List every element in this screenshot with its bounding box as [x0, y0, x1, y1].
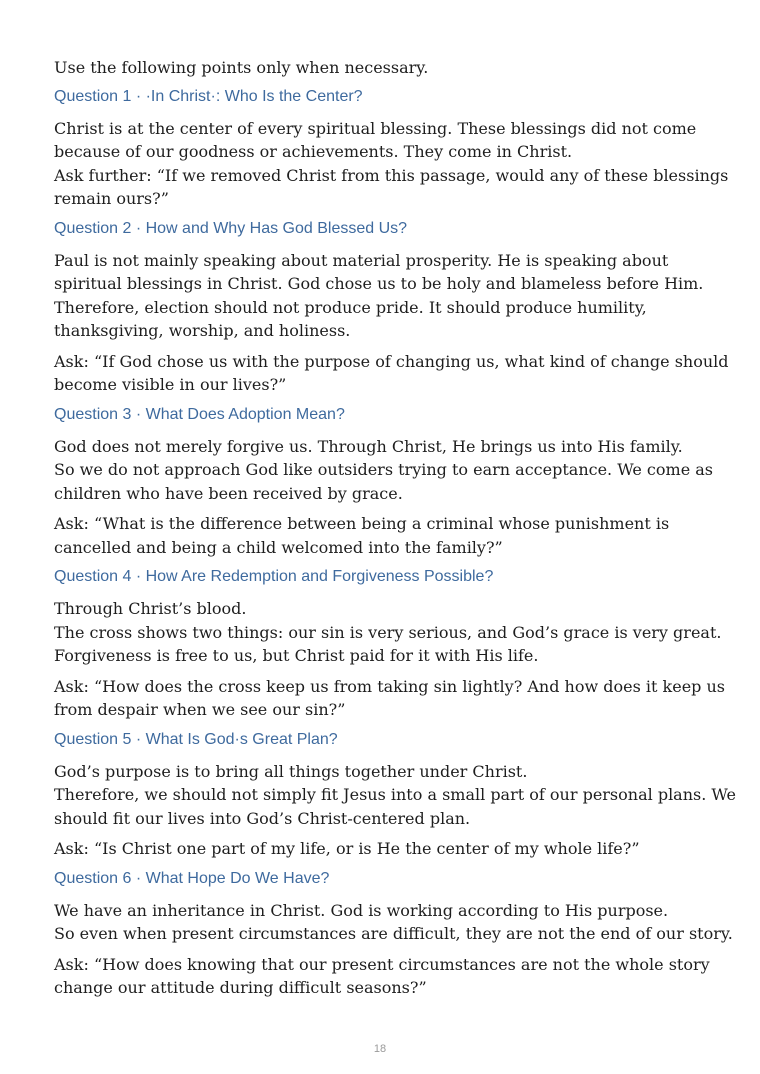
paragraph-line: God’s purpose is to bring all things together under Christ. [54, 761, 528, 781]
page-number: 18 [373, 1043, 387, 1055]
paragraph-line: become visible in our lives?” [54, 375, 287, 394]
question-4-paragraph-2 [54, 675, 726, 722]
paragraph-line: spiritual blessings in Christ. God chose us to be holy and blameless before Him. [54, 274, 704, 293]
question-6-paragraph-2 [54, 953, 720, 1000]
paragraph-line: because of our goodness or achievements. They come in Christ. [54, 142, 573, 161]
question-2-paragraph-2 [54, 350, 729, 397]
paragraph-line: Ask: “How does knowing that our present circumstances are not the whole story [54, 954, 710, 974]
question-section-2 [54, 218, 729, 397]
paragraph-line: Ask: “If God chose us with the purpose of changing us, what kind of change should [54, 351, 729, 371]
question-heading-3: Question 3 · What Does Adoption Mean? [54, 405, 345, 423]
question-section-1 [54, 86, 729, 211]
question-2-paragraph-1 [54, 249, 720, 343]
paragraph-line: God does not merely forgive us. Through Christ, He brings us into His family. [54, 436, 683, 456]
question-4-paragraph-1 [54, 597, 720, 668]
question-sections [54, 86, 737, 1000]
paragraph-line: should fit our lives into God’s Christ-centered plan. [54, 808, 471, 828]
question-1-paragraph-1 [54, 117, 729, 211]
question-section-5 [54, 729, 737, 861]
question-5-paragraph-2 [54, 837, 720, 861]
paragraph-line: remain ours?” [54, 189, 169, 208]
question-heading-4: Question 4 · How Are Redemption and Forgiveness Possible? [54, 568, 494, 585]
intro-text: Use the following points only when necessary. [54, 58, 429, 77]
paragraph-line: Christ is at the center of every spiritual blessing. These blessings did not come [54, 118, 697, 138]
paragraph-line: Therefore, election should not produce pride. It should produce humility, [54, 297, 647, 317]
paragraph-line: change our attitude during difficult seasons?” [54, 978, 427, 997]
question-6-paragraph-1 [54, 899, 733, 946]
question-heading-6: Question 6 · What Hope Do We Have? [54, 869, 330, 887]
paragraph-line: cancelled and being a child welcomed into the family?” [54, 537, 503, 557]
paragraph-line: The cross shows two things: our sin is very serious, and God’s grace is very great. [54, 622, 722, 642]
paragraph-line: Ask further: “If we removed Christ from this passage, would any of these blessings [54, 165, 729, 185]
question-5-paragraph-1 [54, 760, 737, 831]
paragraph-line: Forgiveness is free to us, but Christ paid for it with His life. [54, 646, 539, 665]
paragraph-line: Ask: “How does the cross keep us from taking sin lightly? And how does it keep us [54, 676, 726, 696]
paragraph-line: Ask: “What is the difference between being a criminal whose punishment is [54, 514, 670, 533]
question-3-paragraph-1 [54, 435, 720, 506]
paragraph-line: We have an inheritance in Christ. God is working according to His purpose. [54, 900, 669, 920]
paragraph-line: So we do not approach God like outsiders trying to earn acceptance. We come as [54, 460, 713, 479]
question-section-6 [54, 868, 733, 1000]
paragraph-line: thanksgiving, worship, and holiness. [54, 321, 351, 340]
question-heading-1: Question 1 · ·In Christ·: Who Is the Center? [54, 87, 363, 105]
question-heading-2: Question 2 · How and Why Has God Blessed Us? [54, 219, 408, 237]
question-section-4 [54, 566, 726, 722]
paragraph-line: Therefore, we should not simply fit Jesus into a small part of our personal plans. We [54, 785, 737, 804]
paragraph-line: from despair when we see our sin?” [54, 700, 346, 719]
question-3-paragraph-2 [54, 512, 720, 559]
question-section-3 [54, 404, 720, 560]
paragraph-line: Through Christ’s blood. [54, 599, 247, 618]
paragraph-line: Paul is not mainly speaking about material prosperity. He is speaking about [54, 250, 669, 270]
paragraph-line: children who have been received by grace. [54, 483, 403, 503]
paragraph-line: So even when present circumstances are difficult, they are not the end of our story. [54, 924, 733, 943]
paragraph-line: Ask: “Is Christ one part of my life, or is He the center of my whole life?” [54, 839, 640, 858]
question-heading-5: Question 5 · What Is God·s Great Plan? [54, 730, 338, 748]
